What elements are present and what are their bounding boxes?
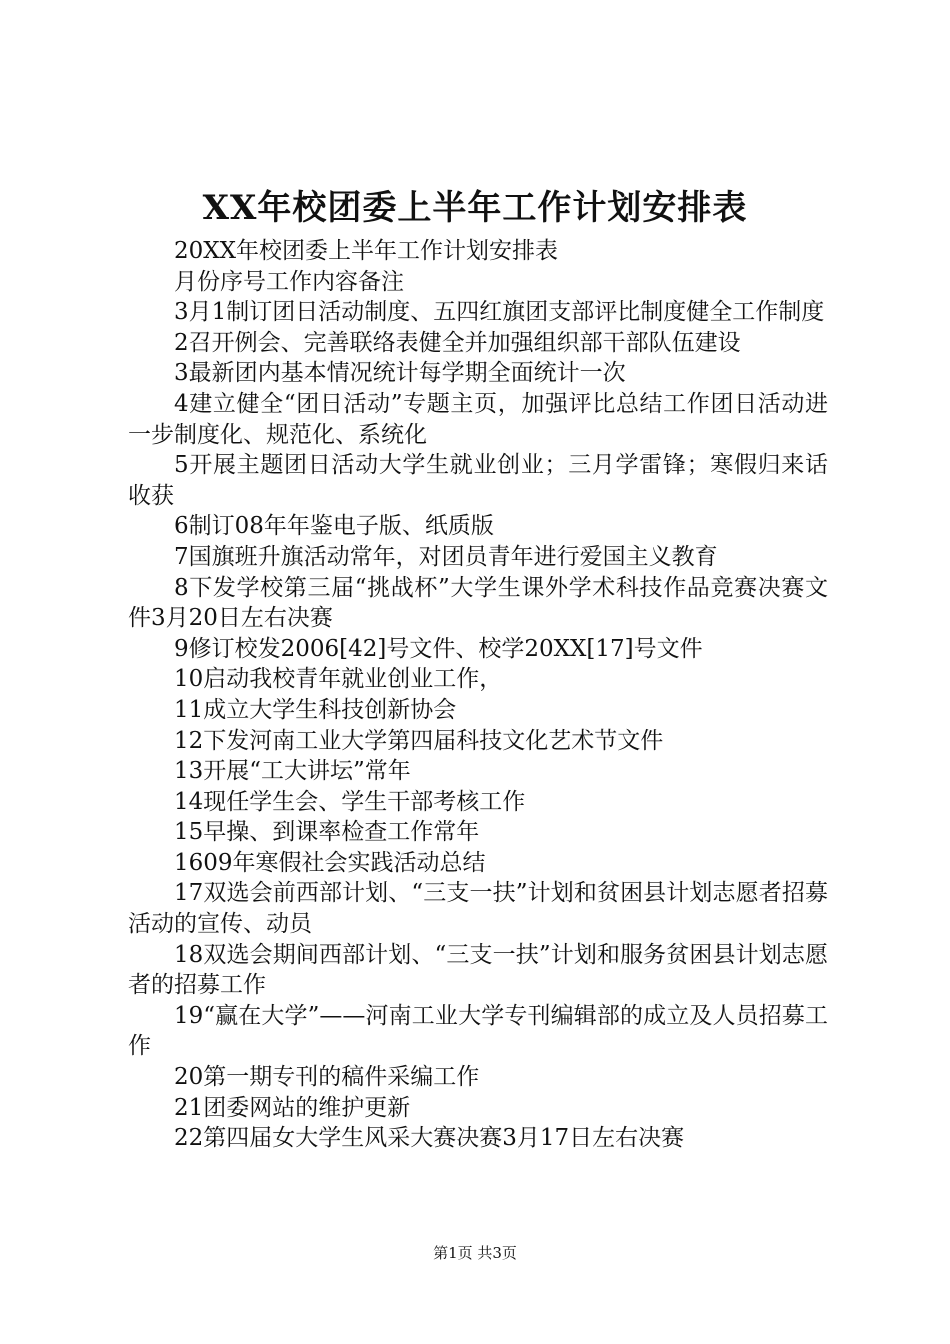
paragraph: 4建立健全“团日活动”专题主页，加强评比总结工作团日活动进一步制度化、规范化、系统化 bbox=[128, 390, 828, 448]
paragraph: 3最新团内基本情况统计每学期全面统计一次 bbox=[174, 360, 626, 387]
paragraph: 8下发学校第三届“挑战杯”大学生课外学术科技作品竞赛决赛文件3月20日左右决赛 bbox=[128, 574, 828, 632]
paragraph: 17双选会前西部计划、“三支一扶”计划和贫困县计划志愿者招募活动的宣传、动员 bbox=[128, 880, 828, 938]
paragraph: 2召开例会、完善联络表健全并加强组织部干部队伍建设 bbox=[174, 329, 741, 356]
paragraph: 15早操、到课率检查工作常年 bbox=[174, 819, 480, 846]
paragraph: 21团委网站的维护更新 bbox=[174, 1094, 411, 1121]
paragraph: 19“赢在大学”——河南工业大学专刊编辑部的成立及人员招募工作 bbox=[128, 1002, 828, 1060]
paragraph: 3月1制订团日活动制度、五四红旗团支部评比制度健全工作制度 bbox=[174, 299, 825, 326]
document-body bbox=[128, 236, 828, 1154]
paragraph: 11成立大学生科技创新协会 bbox=[174, 696, 457, 723]
paragraph: 9修订校发2006[42]号文件、校学20XX[17]号文件 bbox=[174, 635, 703, 662]
paragraph: 1609年寒假社会实践活动总结 bbox=[174, 849, 486, 876]
paragraph: 22第四届女大学生风采大赛决赛3月17日左右决赛 bbox=[174, 1125, 685, 1152]
page-footer: 第1页 共3页 bbox=[433, 1244, 517, 1262]
paragraph: 14现任学生会、学生干部考核工作 bbox=[174, 788, 526, 815]
paragraph: 12下发河南工业大学第四届科技文化艺术节文件 bbox=[174, 727, 664, 754]
paragraph: 7国旗班升旗活动常年，对团员青年进行爱国主义教育 bbox=[174, 543, 718, 570]
paragraph: 10启动我校青年就业创业工作， bbox=[174, 666, 503, 693]
paragraph: 13开展“工大讲坛”常年 bbox=[174, 758, 411, 785]
paragraph: 月份序号工作内容备注 bbox=[174, 268, 404, 295]
paragraph: 5开展主题团日活动大学生就业创业；三月学雷锋；寒假归来话收获 bbox=[128, 452, 828, 509]
document-title: XX年校团委上半年工作计划安排表 bbox=[202, 188, 748, 228]
paragraph: 18双选会期间西部计划、“三支一扶”计划和服务贫困县计划志愿者的招募工作 bbox=[128, 941, 828, 999]
paragraph: 20第一期专刊的稿件采编工作 bbox=[174, 1064, 480, 1091]
paragraph: 20XX年校团委上半年工作计划安排表 bbox=[174, 238, 559, 264]
paragraph: 6制订08年年鉴电子版、纸质版 bbox=[174, 513, 494, 540]
